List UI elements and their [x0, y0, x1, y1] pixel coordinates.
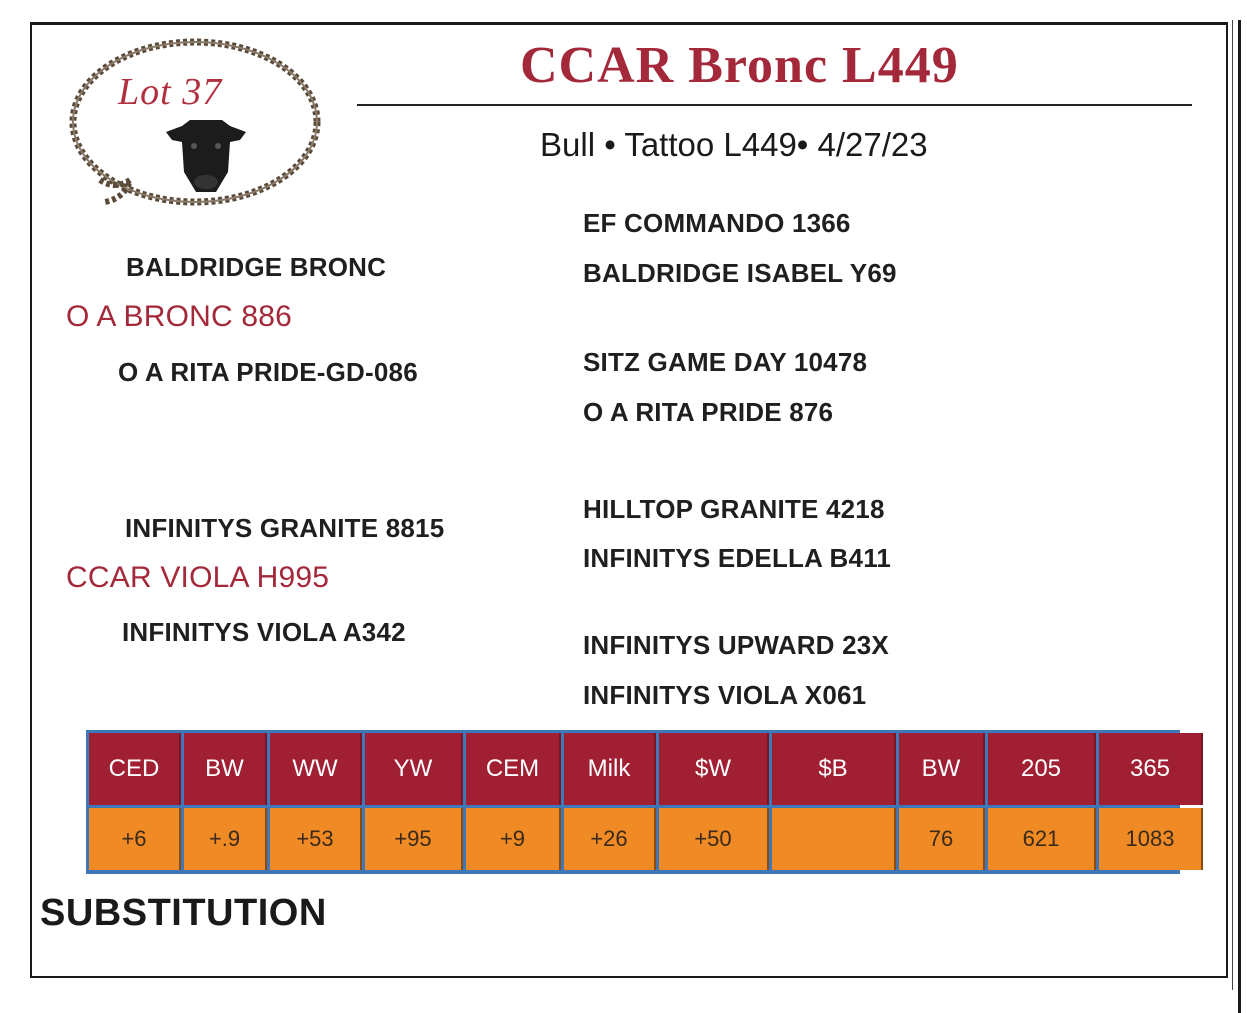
title-divider: [357, 104, 1192, 106]
epd-header: WW: [270, 733, 362, 805]
epd-value: +9: [466, 808, 561, 870]
epd-header: BW: [184, 733, 267, 805]
sd-dam: O A RITA PRIDE 876: [583, 397, 834, 427]
animal-info: Bull • Tattoo L449• 4/27/23: [540, 126, 928, 163]
ss-dam: BALDRIDGE ISABEL Y69: [583, 258, 897, 288]
epd-header: $W: [659, 733, 769, 805]
epd-header: YW: [365, 733, 463, 805]
sire: O A BRONC 886: [66, 300, 293, 333]
dd-sire: INFINITYS UPWARD 23X: [583, 630, 889, 660]
epd-header: 365: [1099, 733, 1203, 805]
epd-header: BW: [899, 733, 985, 805]
dam-dam: INFINITYS VIOLA A342: [122, 617, 406, 647]
ds-sire: HILLTOP GRANITE 4218: [583, 494, 885, 524]
epd-header: CEM: [466, 733, 561, 805]
epd-value: 621: [988, 808, 1096, 870]
epd-value: [772, 808, 896, 870]
epd-value: +53: [270, 808, 362, 870]
epd-header: Milk: [564, 733, 656, 805]
lot-label: Lot 37: [118, 71, 223, 113]
epd-table: [86, 730, 1180, 874]
epd-header: 205: [988, 733, 1096, 805]
epd-value: +95: [365, 808, 463, 870]
sire-sire: BALDRIDGE BRONC: [126, 252, 387, 282]
angus-bull-icon: [160, 112, 252, 198]
substitution-label: SUBSTITUTION: [40, 892, 327, 934]
epd-header: $B: [772, 733, 896, 805]
epd-value: 76: [899, 808, 985, 870]
epd-header: CED: [89, 733, 181, 805]
ds-dam: INFINITYS EDELLA B411: [583, 543, 892, 573]
epd-value: +26: [564, 808, 656, 870]
dam: CCAR VIOLA H995: [66, 561, 330, 594]
epd-value: +6: [89, 808, 181, 870]
epd-value: +50: [659, 808, 769, 870]
epd-value: 1083: [1099, 808, 1203, 870]
epd-value: +.9: [184, 808, 267, 870]
page-title: CCAR Bronc L449: [520, 37, 959, 94]
sire-dam: O A RITA PRIDE-GD-086: [118, 357, 418, 387]
scan-edge-line: [1232, 20, 1233, 990]
dd-dam: INFINITYS VIOLA X061: [583, 680, 867, 710]
sd-sire: SITZ GAME DAY 10478: [583, 347, 868, 377]
scan-edge-line-outer: [1238, 20, 1241, 1013]
lot-logo: [60, 30, 330, 215]
ss-sire: EF COMMANDO 1366: [583, 208, 851, 238]
dam-sire: INFINITYS GRANITE 8815: [125, 513, 445, 543]
